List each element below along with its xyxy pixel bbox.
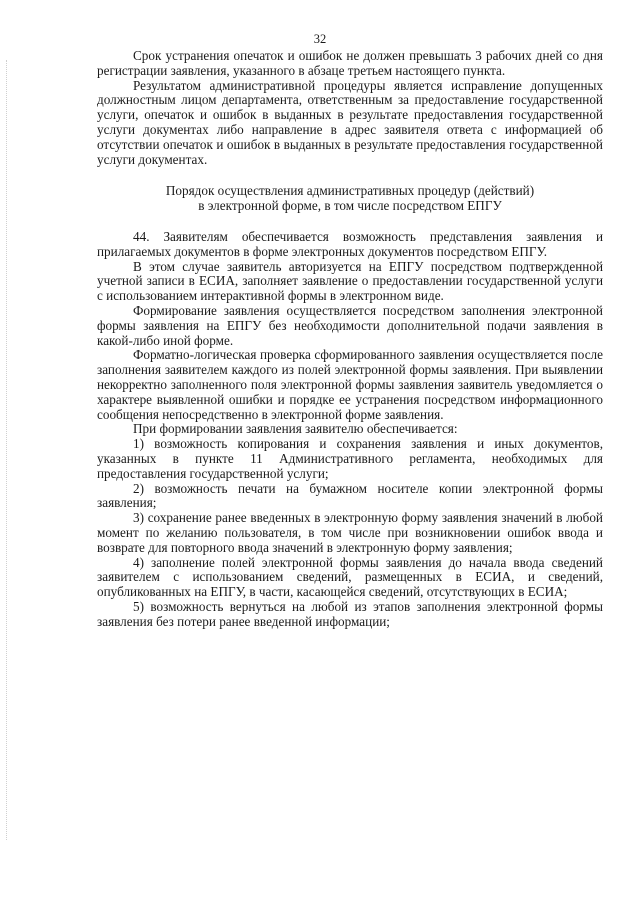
section-heading: [97, 184, 603, 214]
document-body: [97, 49, 603, 629]
paragraph: Формирование заявления осуществляется посредством заполнения электронной формы заявления на ЕПГУ без необходимости дополнительной подачи заявления в какой-либо иной форме.: [97, 302, 603, 348]
scan-edge-marks: [6, 60, 9, 840]
paragraph: Срок устранения опечаток и ошибок не должен превышать 3 рабочих дней со дня регистрации заявления, указанного в абзаце третьем настоящего пункта.: [97, 48, 603, 78]
list-item: 1) возможность копирования и сохранения заявления и иных документов, указанных в пункте 11 Административного регламента, необходимых для предоставления государственной услуги;: [97, 436, 603, 481]
list-item: 2) возможность печати на бумажном носителе копии электронной формы заявления;: [97, 480, 603, 511]
list-item: 3) сохранение ранее введенных в электронную форму заявления значений в любой момент по желанию пользователя, в том числе при возникновении ошибок ввода и возврате для повторного ввода значений в электронную форму заявления;: [97, 510, 603, 555]
paragraph: Результатом административной процедуры является исправление допущенных должностным лицом департамента, ответственным за предоставление государственной услуги, опечаток и ошибок в выданных в результате предоставления государственной услуги документах либо направление в адрес заявителя ответа с информацией об отсутствии опечаток и ошибок в выданных в результате предоставления государственной услуги документах.: [97, 77, 603, 167]
list-item: 5) возможность вернуться на любой из этапов заполнения электронной формы заявления без потери ранее введенной информации;: [97, 598, 603, 629]
paragraph: В этом случае заявитель авторизуется на ЕПГУ посредством подтвержденной учетной записи в ЕСИА, заполняет заявление о предоставлении государственной услуги с использованием интерактивной формы в электронном виде.: [97, 258, 603, 304]
section-heading-line: Порядок осуществления административных процедур (действий): [165, 183, 535, 199]
paragraph: При формировании заявления заявителю обеспечивается:: [133, 421, 458, 437]
paragraph: Форматно-логическая проверка сформированного заявления осуществляется после заполнения заявителем каждого из полей электронной формы заявления. При выявлении некорректно заполненного поля электронной формы заявления заявитель уведомляется о характере выявленной ошибки и порядке ее устранения посредством информационного сообщения непосредственно в электронной форме заявления.: [97, 347, 603, 422]
page-number: 32: [313, 32, 327, 46]
section-heading-line: в электронной форме, в том числе посредством ЕПГУ: [198, 198, 502, 214]
list-item: 4) заполнение полей электронной формы заявления до начала ввода сведений заявителем с использованием сведений, размещенных в ЕСИА, и сведений, опубликованных на ЕПГУ, в части, касающейся сведений, отсутствующих в ЕСИА;: [97, 554, 603, 600]
paragraph: 44. Заявителям обеспечивается возможность представления заявления и прилагаемых документов в форме электронных документов посредством ЕПГУ.: [97, 228, 603, 259]
